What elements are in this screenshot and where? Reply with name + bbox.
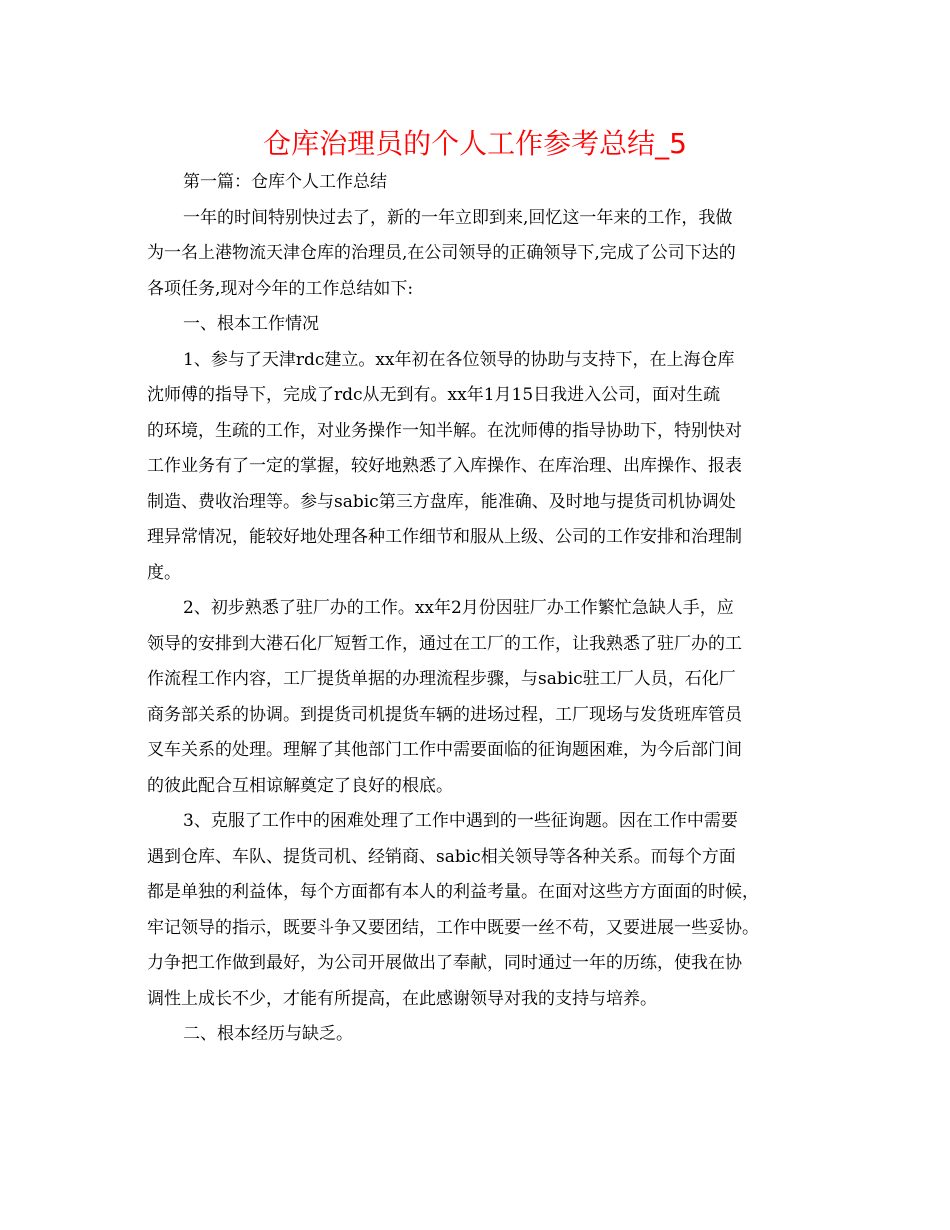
paragraph-line: 牢记领导的指示，既要斗争又要团结，工作中既要一丝不苟，又要进展一些妥协。 (147, 917, 759, 938)
paragraph-line: 为一名上港物流天津仓库的治理员,在公司领导的正确领导下,完成了公司下达的 (147, 243, 736, 263)
paragraph-line: 领导的安排到大港石化厂短暂工作，通过在工厂的工作，让我熟悉了驻厂办的工 (147, 633, 742, 654)
paragraph-line: 的环境，生疏的工作，对业务操作一知半解。在沈师傅的指导协助下，特别快对 (147, 420, 742, 441)
paragraph-line: 2、初步熟悉了驻厂办的工作。xx年2月份因驻厂办工作繁忙急缺人手，应 (183, 598, 734, 618)
section-heading: 一、根本工作情况 (183, 314, 319, 334)
paragraph-line: 遇到仓库、车队、提货司机、经销商、sabic相关领导等各种关系。而每个方面 (147, 846, 736, 867)
paragraph-line: 理异常情况，能较好地处理各种工作细节和服从上级、公司的工作安排和治理制 (147, 527, 742, 547)
paragraph-line: 度。 (147, 562, 181, 583)
paragraph-line: 叉车关系的处理。理解了其他部门工作中需要面临的征询题困难，为今后部门间 (147, 740, 742, 760)
section-heading: 二、根本经历与缺乏。 (183, 1024, 353, 1044)
paragraph-line: 商务部关系的协调。到提货司机提货车辆的进场过程，工厂现场与发货班库管员 (147, 704, 742, 725)
paragraph-line: 的彼此配合互相谅解奠定了良好的根底。 (147, 775, 453, 796)
paragraph-line: 沈师傅的指导下，完成了rdc从无到有。xx年1月15日我进入公司，面对生疏 (147, 385, 721, 405)
section-heading: 第一篇：仓库个人工作总结 (183, 172, 387, 192)
paragraph-line: 力争把工作做到最好，为公司开展做出了奉献，同时通过一年的历练，使我在协 (147, 953, 742, 973)
document-title: 仓库治理员的个人工作参考总结_5 (263, 127, 687, 160)
paragraph-line: 各项任务,现对今年的工作总结如下: (147, 278, 414, 299)
paragraph-line: 制造、费收治理等。参与sabic第三方盘库，能准确、及时地与提货司机协调处 (147, 491, 736, 512)
paragraph-line: 工作业务有了一定的掌握，较好地熟悉了入库操作、在库治理、出库操作、报表 (147, 456, 742, 476)
paragraph-line: 都是单独的利益体，每个方面都有本人的利益考量。在面对这些方方面面的时候， (147, 882, 759, 902)
paragraph-line: 1、参与了天津rdc建立。xx年初在各位领导的协助与支持下，在上海仓库 (183, 349, 735, 370)
paragraph-line: 作流程工作内容，工厂提货单据的办理流程步骤，与sabic驻工厂人员，石化厂 (147, 669, 736, 689)
paragraph-line: 3、克服了工作中的困难处理了工作中遇到的一些征询题。因在工作中需要 (183, 811, 738, 831)
paragraph-line: 一年的时间特别快过去了，新的一年立即到来,回忆这一年来的工作，我做 (183, 207, 733, 228)
document-body (147, 165, 807, 1053)
paragraph-line: 调性上成长不少，才能有所提高，在此感谢领导对我的支持与培养。 (147, 988, 657, 1009)
